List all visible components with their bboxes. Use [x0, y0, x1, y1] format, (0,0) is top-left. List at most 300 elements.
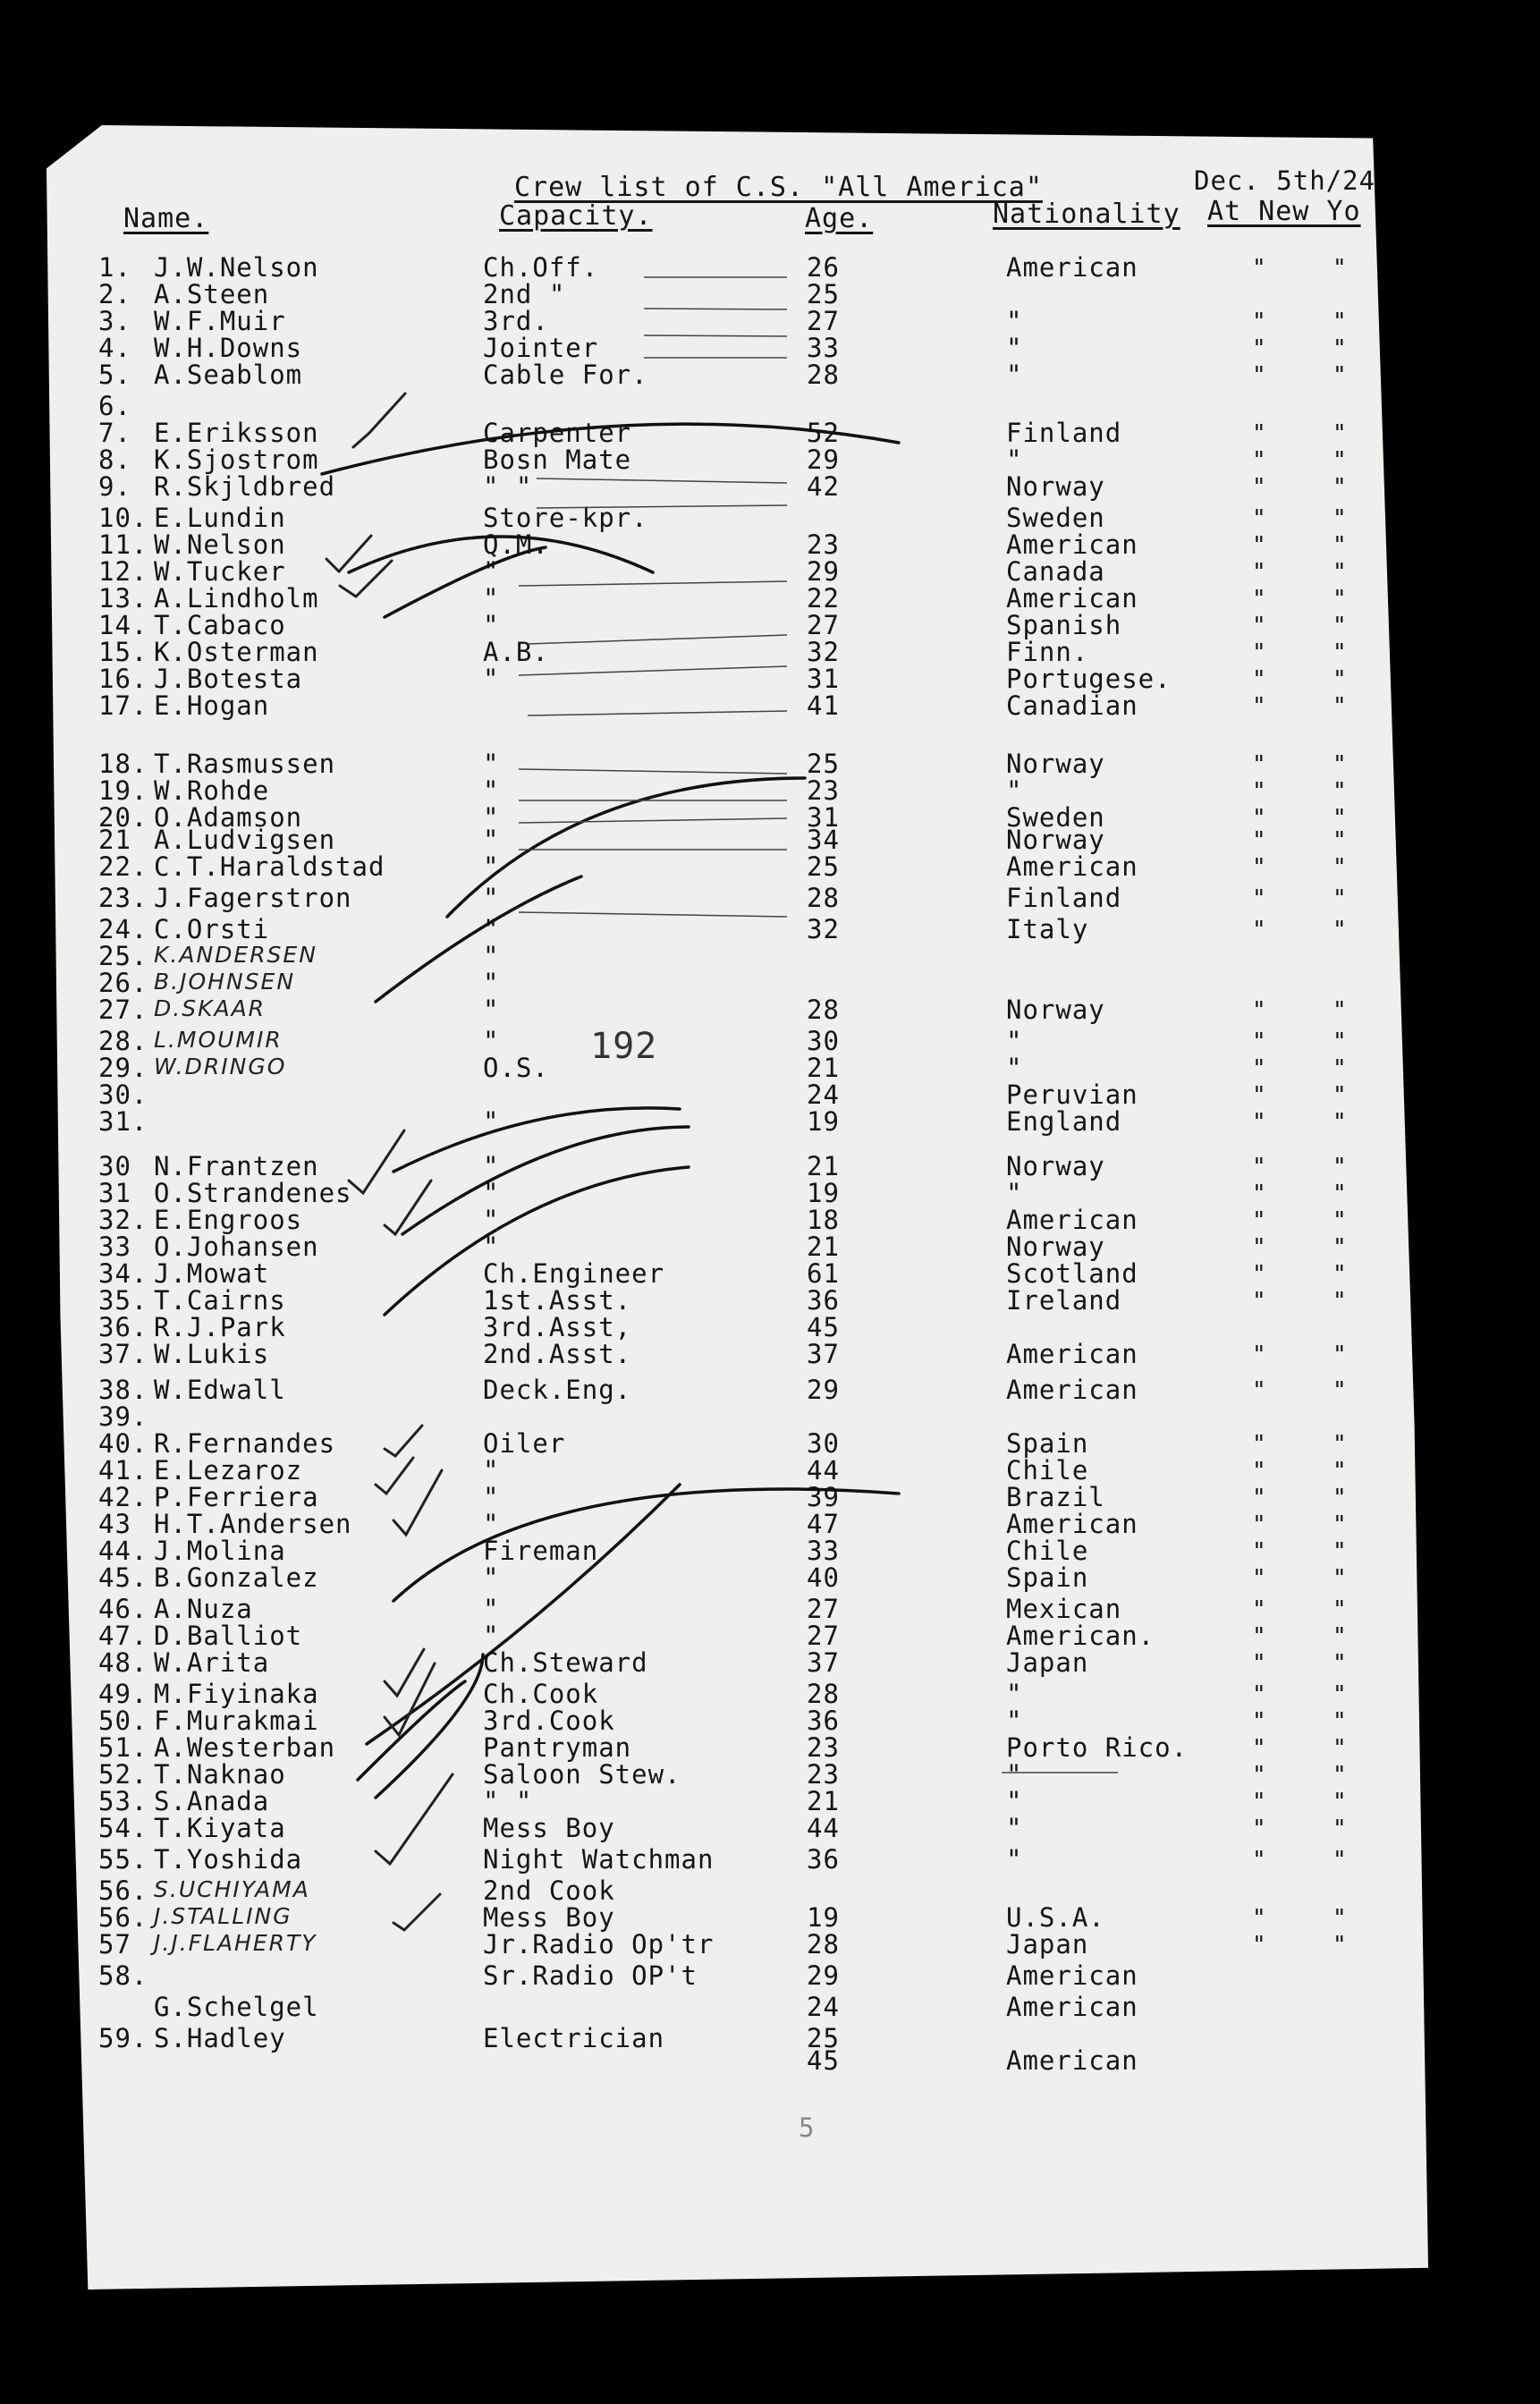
ditto-mark-at: " [1252, 1485, 1266, 1511]
ditto-mark-new-york: " [1333, 751, 1347, 778]
crew-age: 29 [807, 444, 840, 475]
crew-row-number: 25. [98, 941, 148, 971]
crew-age: 29 [807, 556, 840, 587]
ditto-mark-at: " [1252, 1816, 1266, 1842]
crew-nationality: American. [1006, 1621, 1155, 1651]
ditto-mark-new-york: " [1333, 1458, 1347, 1485]
crew-age: 42 [807, 471, 840, 502]
ditto-mark-new-york: " [1333, 1681, 1347, 1708]
ditto-mark-new-york: " [1333, 1623, 1347, 1650]
crew-capacity: Oiler [483, 1428, 566, 1459]
ditto-mark-new-york: " [1333, 917, 1347, 944]
crew-age: 39 [807, 1482, 840, 1512]
ditto-mark-new-york: " [1333, 255, 1347, 282]
crew-capacity: 2nd.Asst. [483, 1339, 632, 1369]
crew-name: D.Balliot [154, 1621, 303, 1651]
ditto-mark-new-york: " [1333, 805, 1347, 832]
crew-capacity: Ch.Cook [483, 1679, 599, 1709]
crew-age: 27 [807, 1621, 840, 1651]
crew-capacity: Sr.Radio OP't [483, 1960, 698, 1991]
crew-name: B.Gonzalez [154, 1562, 319, 1593]
ditto-mark-at: " [1252, 1708, 1266, 1735]
crew-nationality: American [1006, 529, 1138, 560]
crew-nationality: U.S.A. [1006, 1902, 1105, 1933]
crew-name: W.Rohde [154, 775, 270, 806]
ditto-mark-at: " [1252, 335, 1266, 362]
crew-capacity: Mess Boy [483, 1902, 615, 1933]
ditto-mark-at: " [1252, 854, 1266, 881]
crew-row-number: 59. [98, 2023, 148, 2053]
ditto-mark-at: " [1252, 885, 1266, 912]
crew-nationality: " [1006, 1053, 1023, 1083]
crew-name: A.Seablom [154, 360, 303, 390]
crew-age: 31 [807, 802, 840, 833]
crew-row-number: 6. [98, 391, 131, 421]
crew-name: M.Fiyinaka [154, 1679, 319, 1709]
ditto-mark-at: " [1252, 1596, 1266, 1623]
crew-age: 26 [807, 252, 840, 283]
crew-nationality: American [1006, 1509, 1138, 1539]
age-column-header: Age. [805, 203, 874, 234]
crew-age: 31 [807, 664, 840, 694]
crew-age: 32 [807, 914, 840, 944]
crew-nationality: Norway [1006, 995, 1105, 1025]
crew-nationality: American [1006, 1992, 1138, 2022]
crew-nationality: Japan [1006, 1647, 1089, 1678]
crew-nationality: Norway [1006, 471, 1105, 502]
crew-name: J.Fagerstron [154, 883, 352, 913]
crew-name: K.ANDERSEN [154, 942, 317, 968]
crew-row-number: 47. [98, 1621, 148, 1651]
crew-nationality: " [1006, 775, 1023, 806]
crew-capacity: Ch.Steward [483, 1647, 648, 1678]
crew-name: J.Molina [154, 1536, 286, 1566]
crew-age: 28 [807, 1679, 840, 1709]
crew-row-number: 21 [98, 825, 131, 855]
ditto-mark-new-york: " [1333, 1028, 1347, 1055]
crew-nationality: " [1006, 1679, 1023, 1709]
crew-name: A.Lindholm [154, 583, 319, 614]
crew-age: 37 [807, 1647, 840, 1678]
crew-age: 22 [807, 583, 840, 614]
ditto-mark-new-york: " [1333, 420, 1347, 447]
crew-name: L.MOUMIR [154, 1027, 283, 1053]
ditto-mark-new-york: " [1333, 1596, 1347, 1623]
crew-age: 33 [807, 333, 840, 363]
crew-row-number: 23. [98, 883, 148, 913]
crew-capacity: " [483, 883, 500, 913]
crew-age: 61 [807, 1258, 840, 1289]
document-date: Dec. 5th/24 [1194, 165, 1376, 196]
ditto-mark-at: " [1252, 639, 1266, 666]
crew-name: O.Strandenes [154, 1178, 352, 1208]
crew-row-number: 24. [98, 914, 148, 944]
crew-row-number: 26. [98, 968, 148, 998]
crew-name: J.STALLING [154, 1903, 292, 1929]
crew-nationality: Canadian [1006, 690, 1138, 721]
crew-nationality: England [1006, 1106, 1122, 1137]
crew-nationality: " [1006, 1844, 1023, 1875]
ditto-mark-new-york: " [1333, 1847, 1347, 1874]
crew-age: 47 [807, 1509, 840, 1539]
crew-name: T.Kiyata [154, 1813, 286, 1843]
document-title: Crew list of C.S. "All America" [514, 172, 1043, 203]
ditto-mark-new-york: " [1333, 532, 1347, 559]
crew-age: 24 [807, 1992, 840, 2022]
ditto-mark-new-york: " [1333, 1538, 1347, 1565]
ditto-mark-new-york: " [1333, 854, 1347, 881]
crew-capacity: " [483, 825, 500, 855]
crew-name: E.Lezaroz [154, 1455, 303, 1486]
ditto-mark-at: " [1252, 420, 1266, 447]
crew-capacity: O.S. [483, 1053, 549, 1083]
crew-row-number: 48. [98, 1647, 148, 1678]
crew-nationality: Spanish [1006, 610, 1122, 640]
crew-row-number: 7. [98, 418, 131, 448]
ditto-mark-at: " [1252, 1538, 1266, 1565]
crew-nationality: " [1006, 1178, 1023, 1208]
crew-nationality: American [1006, 583, 1138, 614]
ditto-mark-at: " [1252, 805, 1266, 832]
crew-nationality: Sweden [1006, 503, 1105, 533]
crew-capacity: " [483, 941, 500, 971]
ditto-mark-new-york: " [1333, 1932, 1347, 1959]
crew-nationality: Ireland [1006, 1285, 1122, 1316]
crew-row-number: 56. [98, 1875, 148, 1906]
ditto-mark-at: " [1252, 751, 1266, 778]
crew-nationality: American [1006, 1960, 1138, 1991]
crew-nationality: Norway [1006, 749, 1105, 779]
ditto-mark-at: " [1252, 693, 1266, 720]
crew-capacity: Fireman [483, 1536, 599, 1566]
ditto-mark-new-york: " [1333, 1431, 1347, 1458]
crew-name: O.Johansen [154, 1232, 319, 1262]
crew-row-number: 27. [98, 995, 148, 1025]
ditto-mark-new-york: " [1333, 1905, 1347, 1932]
ditto-mark-at: " [1252, 1234, 1266, 1261]
ditto-mark-at: " [1252, 1762, 1266, 1789]
crew-name: A.Steen [154, 279, 270, 309]
ditto-mark-at: " [1252, 1458, 1266, 1485]
crew-nationality: Scotland [1006, 1258, 1138, 1289]
crew-age: 45 [807, 1312, 840, 1342]
crew-nationality: Sweden [1006, 802, 1105, 833]
ditto-mark-new-york: " [1333, 1261, 1347, 1288]
crew-nationality: " [1006, 333, 1023, 363]
crew-age: 18 [807, 1205, 840, 1235]
crew-name: R.Fernandes [154, 1428, 336, 1459]
crew-nationality: " [1006, 1759, 1023, 1790]
crew-capacity: 2nd Cook [483, 1875, 615, 1906]
crew-capacity: Mess Boy [483, 1813, 615, 1843]
crew-row-number: 41. [98, 1455, 148, 1486]
crew-row-number: 34. [98, 1258, 148, 1289]
crew-name: J.Botesta [154, 664, 303, 694]
crew-age: 52 [807, 418, 840, 448]
crew-row-number: 15. [98, 637, 148, 667]
crew-name: D.SKAAR [154, 995, 267, 1021]
ditto-mark-new-york: " [1333, 474, 1347, 501]
ditto-mark-new-york: " [1333, 1288, 1347, 1315]
ditto-mark-at: " [1252, 559, 1266, 586]
ditto-mark-new-york: " [1333, 586, 1347, 613]
crew-row-number: 44. [98, 1536, 148, 1566]
crew-name: T.Rasmussen [154, 749, 336, 779]
ditto-mark-new-york: " [1333, 335, 1347, 362]
ditto-mark-new-york: " [1333, 1207, 1347, 1234]
crew-capacity: Q.M. [483, 529, 549, 560]
crew-age: 25 [807, 851, 840, 882]
crew-row-number: 12. [98, 556, 148, 587]
crew-nationality: Finland [1006, 883, 1122, 913]
crew-capacity: " [483, 610, 500, 640]
crew-row-number: 28. [98, 1026, 148, 1056]
at-new-york-header: At New Yo [1207, 196, 1361, 227]
ditto-mark-at: " [1252, 1681, 1266, 1708]
crew-row-number: 32. [98, 1205, 148, 1235]
crew-age: 28 [807, 1929, 840, 1960]
crew-capacity: Ch.Engineer [483, 1258, 665, 1289]
crew-age: 27 [807, 1594, 840, 1624]
crew-capacity: Store-kpr. [483, 503, 648, 533]
ditto-mark-at: " [1252, 1207, 1266, 1234]
ditto-mark-at: " [1252, 1055, 1266, 1082]
crew-row-number: 18. [98, 749, 148, 779]
ditto-mark-at: " [1252, 1109, 1266, 1136]
ditto-mark-new-york: " [1333, 827, 1347, 854]
crew-name: W.Edwall [154, 1375, 286, 1405]
crew-age: 36 [807, 1844, 840, 1875]
crew-row-number: 3. [98, 306, 131, 336]
crew-capacity: Jointer [483, 333, 599, 363]
crew-nationality: " [1006, 1026, 1023, 1056]
ditto-mark-at: " [1252, 1511, 1266, 1538]
crew-name: A.Westerban [154, 1732, 336, 1763]
ditto-mark-at: " [1252, 1082, 1266, 1109]
crew-capacity: Pantryman [483, 1732, 632, 1763]
name-column-header: Name. [123, 203, 209, 234]
crew-nationality: Canada [1006, 556, 1105, 587]
crew-row-number: 40. [98, 1428, 148, 1459]
crew-row-number: 11. [98, 529, 148, 560]
nationality-column-header: Nationality [993, 199, 1180, 230]
ditto-mark-new-york: " [1333, 505, 1347, 532]
crew-capacity: " [483, 1232, 500, 1262]
ditto-mark-at: " [1252, 1650, 1266, 1677]
crew-row-number: 52. [98, 1759, 148, 1790]
crew-capacity: Night Watchman [483, 1844, 715, 1875]
ditto-mark-at: " [1252, 1261, 1266, 1288]
crew-capacity: 1st.Asst. [483, 1285, 632, 1316]
ditto-mark-at: " [1252, 1377, 1266, 1404]
crew-row-number: 10. [98, 503, 148, 533]
crew-capacity: Deck.Eng. [483, 1375, 632, 1405]
ditto-mark-new-york: " [1333, 1708, 1347, 1735]
crew-age: 29 [807, 1960, 840, 1991]
crew-capacity: " [483, 749, 500, 779]
crew-capacity: 3rd. [483, 306, 549, 336]
crew-nationality: American [1006, 252, 1138, 283]
ditto-mark-new-york: " [1333, 1511, 1347, 1538]
crew-age: 21 [807, 1786, 840, 1816]
crew-nationality: Chile [1006, 1536, 1089, 1566]
crew-name: C.T.Haraldstad [154, 851, 385, 882]
ditto-mark-at: " [1252, 1342, 1266, 1368]
crew-age: 36 [807, 1706, 840, 1736]
ditto-mark-at: " [1252, 778, 1266, 805]
crew-nationality: Chile [1006, 1455, 1089, 1486]
crew-capacity: " " [483, 471, 533, 502]
crew-capacity: 2nd " [483, 279, 566, 309]
crew-age: 44 [807, 1813, 840, 1843]
crew-nationality: " [1006, 360, 1023, 390]
crew-row-number: 8. [98, 444, 131, 475]
crew-row-number: 38. [98, 1375, 148, 1405]
ditto-mark-at: " [1252, 1154, 1266, 1181]
ditto-mark-new-york: " [1333, 997, 1347, 1024]
crew-age: 45 [807, 2045, 840, 2076]
crew-row-number: 43 [98, 1509, 131, 1539]
ditto-mark-at: " [1252, 1288, 1266, 1315]
crew-row-number: 30. [98, 1079, 148, 1110]
ditto-mark-at: " [1252, 917, 1266, 944]
ditto-mark-new-york: " [1333, 666, 1347, 693]
crew-row-number: 1. [98, 252, 131, 283]
ditto-mark-at: " [1252, 827, 1266, 854]
crew-age: 23 [807, 775, 840, 806]
crew-nationality: " [1006, 306, 1023, 336]
crew-row-number: 2. [98, 279, 131, 309]
crew-name: K.Osterman [154, 637, 319, 667]
ditto-mark-at: " [1252, 1181, 1266, 1207]
crew-name: S.Hadley [154, 2023, 286, 2053]
crew-age: 27 [807, 610, 840, 640]
ditto-mark-at: " [1252, 1735, 1266, 1762]
ditto-mark-new-york: " [1333, 1735, 1347, 1762]
crew-age: 33 [807, 1536, 840, 1566]
crew-age: 19 [807, 1902, 840, 1933]
ditto-mark-new-york: " [1333, 1181, 1347, 1207]
crew-row-number: 9. [98, 471, 131, 502]
ditto-mark-new-york: " [1333, 1485, 1347, 1511]
crew-nationality: Norway [1006, 1232, 1105, 1262]
crew-name: T.Cairns [154, 1285, 286, 1316]
ditto-mark-new-york: " [1333, 1565, 1347, 1592]
crew-nationality: " [1006, 1813, 1023, 1843]
crew-age: 30 [807, 1428, 840, 1459]
ditto-mark-new-york: " [1333, 447, 1347, 474]
crew-age: 32 [807, 637, 840, 667]
stamp-number: 192 [590, 1026, 658, 1067]
crew-row-number: 13. [98, 583, 148, 614]
crew-nationality: American [1006, 2045, 1138, 2076]
crew-age: 23 [807, 529, 840, 560]
crew-name: A.Ludvigsen [154, 825, 336, 855]
crew-capacity: " [483, 664, 500, 694]
crew-capacity: " [483, 995, 500, 1025]
crew-nationality: " [1006, 1706, 1023, 1736]
crew-age: 25 [807, 279, 840, 309]
crew-name: C.Orsti [154, 914, 270, 944]
crew-capacity: " [483, 1151, 500, 1181]
crew-row-number: 14. [98, 610, 148, 640]
ditto-mark-new-york: " [1333, 1342, 1347, 1368]
crew-name: W.DRINGO [154, 1054, 287, 1079]
ditto-mark-new-york: " [1333, 559, 1347, 586]
crew-name: E.Eriksson [154, 418, 319, 448]
ditto-mark-at: " [1252, 586, 1266, 613]
crew-name: A.Nuza [154, 1594, 253, 1624]
ditto-mark-new-york: " [1333, 1816, 1347, 1842]
crew-age: 25 [807, 749, 840, 779]
ditto-mark-new-york: " [1333, 309, 1347, 335]
crew-age: 21 [807, 1151, 840, 1181]
ditto-mark-at: " [1252, 1847, 1266, 1874]
crew-name: N.Frantzen [154, 1151, 319, 1181]
crew-name: S.UCHIYAMA [154, 1876, 310, 1902]
crew-name: J.Mowat [154, 1258, 270, 1289]
crew-capacity: 3rd.Cook [483, 1706, 615, 1736]
crew-row-number: 17. [98, 690, 148, 721]
crew-name: F.Murakmai [154, 1706, 319, 1736]
crew-name: E.Hogan [154, 690, 270, 721]
crew-age: 28 [807, 360, 840, 390]
crew-nationality: Italy [1006, 914, 1089, 944]
crew-name: T.Yoshida [154, 1844, 303, 1875]
crew-name: S.Anada [154, 1786, 270, 1816]
crew-age: 41 [807, 690, 840, 721]
crew-capacity: Electrician [483, 2023, 665, 2053]
crew-nationality: Finn. [1006, 637, 1089, 667]
crew-nationality: Japan [1006, 1929, 1089, 1960]
crew-row-number: 31. [98, 1106, 148, 1137]
crew-nationality: Peruvian [1006, 1079, 1138, 1110]
crew-name: E.Lundin [154, 503, 286, 533]
crew-row-number: 53. [98, 1786, 148, 1816]
crew-age: 21 [807, 1053, 840, 1083]
crew-nationality: Portugese. [1006, 664, 1172, 694]
crew-capacity: Ch.Off. [483, 252, 599, 283]
crew-name: J.W.Nelson [154, 252, 319, 283]
ditto-mark-at: " [1252, 362, 1266, 389]
ditto-mark-at: " [1252, 505, 1266, 532]
crew-capacity: " [483, 1482, 500, 1512]
crew-name: G.Schelgel [154, 1992, 319, 2022]
ditto-mark-new-york: " [1333, 885, 1347, 912]
crew-capacity: " [483, 1509, 500, 1539]
crew-age: 23 [807, 1732, 840, 1763]
crew-nationality: Norway [1006, 825, 1105, 855]
ditto-mark-at: " [1252, 1623, 1266, 1650]
crew-name: T.Cabaco [154, 610, 286, 640]
crew-age: 34 [807, 825, 840, 855]
ditto-mark-at: " [1252, 255, 1266, 282]
ditto-mark-new-york: " [1333, 362, 1347, 389]
crew-row-number: 20. [98, 802, 148, 833]
crew-nationality: American [1006, 1339, 1138, 1369]
crew-capacity: " [483, 1205, 500, 1235]
ditto-mark-new-york: " [1333, 1082, 1347, 1109]
crew-row-number: 16. [98, 664, 148, 694]
ditto-mark-at: " [1252, 447, 1266, 474]
crew-age: 37 [807, 1339, 840, 1369]
crew-name: W.Lukis [154, 1339, 270, 1369]
crew-capacity: " [483, 914, 500, 944]
crew-capacity: Jr.Radio Op'tr [483, 1929, 715, 1960]
crew-row-number: 42. [98, 1482, 148, 1512]
ditto-mark-at: " [1252, 532, 1266, 559]
ditto-mark-at: " [1252, 613, 1266, 639]
